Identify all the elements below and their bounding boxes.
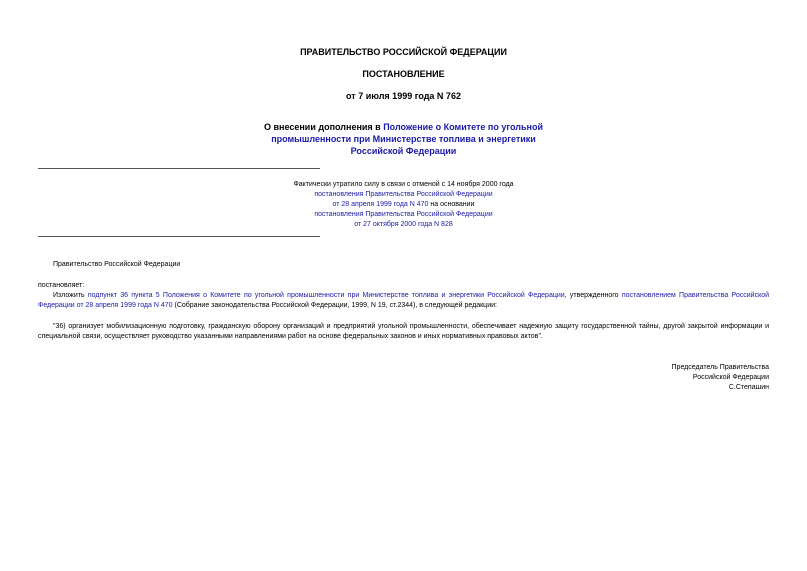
title-prefix: О внесении дополнения в [264,122,384,132]
paragraph-amendment [38,291,769,311]
government-heading: ПРАВИТЕЛЬСТВО РОССИЙСКОЙ ФЕДЕРАЦИИ [300,47,507,57]
document-date: от 7 июля 1999 года N 762 [346,91,461,101]
document-type-heading: ПОСТАНОВЛЕНИЕ [362,69,445,79]
document-title [180,121,627,157]
top-divider [38,168,320,169]
bottom-divider [38,236,320,237]
signature-block [672,363,769,393]
repeal-basis-text: на основании [428,201,475,208]
approving-decree-link[interactable]: постановлением Правительства Российской Федерации от 28 апреля 1999 года N 470 [38,292,770,309]
subparagraph-link[interactable]: подпункт 36 пункта 5 Положения о Комитете по угольной промышленности при Министерстве топлива и энергетики Российской Федерации [87,292,565,299]
repeal-note-text: Фактически утратило силу в связи с отменой с 14 ноября 2000 года [293,181,514,188]
amendment-text-c: (Собрание законодательства Российской Федерации, 1999, N 19, ст.2344), в следующей редакции: [172,302,497,309]
amendment-text-b: , утвержденного [564,292,622,299]
paragraph-new-wording: "36) организует мобилизационную подготовку, гражданскую оборону организаций и предприятий угольной промышленности, обеспечивает надежную защиту государственной тайны, другой закрытой информации и специальной связи, осуществляет руководство указанными направлениями работ на основе федеральных законов и иных нормативных правовых актов". [38,323,769,340]
regulation-link-line1[interactable]: Положение о Комитете по угольной [383,122,543,132]
repeal-link-decree-470[interactable]: постановления Правительства Российской Федерации [314,191,493,198]
decree-word: постановляет: [38,282,85,289]
repeal-link-date-828[interactable]: от 27 октября 2000 года N 828 [354,221,453,228]
repeal-link-decree-828[interactable]: постановления Правительства Российской Федерации [314,211,493,218]
government-text: Правительство Российской Федерации [53,261,181,268]
repeal-link-date-470[interactable]: от 28 апреля 1999 года N 470 [332,201,429,208]
repeal-note-line3 [240,200,567,210]
signature-name: С.Степашин [728,384,769,391]
signature-organization: Российской Федерации [692,374,769,381]
regulation-link-line3[interactable]: Российской Федерации [350,146,457,156]
amendment-text-a: Изложить [53,292,88,299]
signature-position: Председатель Правительства [671,364,769,371]
regulation-link-line2[interactable]: промышленности при Министерстве топлива и энергетики [271,134,536,144]
repeal-note [240,180,567,230]
